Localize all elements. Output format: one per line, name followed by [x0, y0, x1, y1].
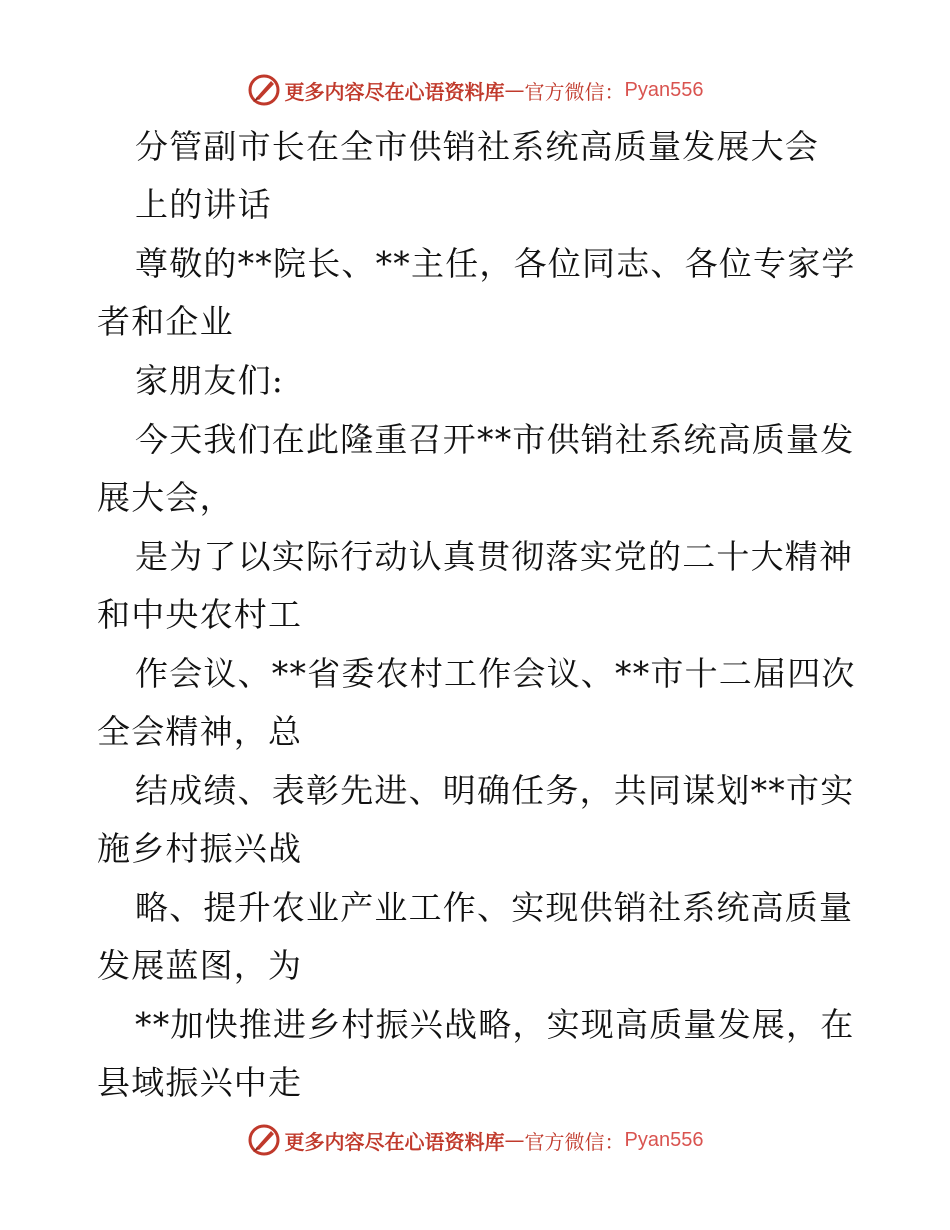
text-line: 尊敬的**院长、**主任，各位同志、各位专家学 — [135, 244, 856, 283]
banner-wechat-id: Pyan556 — [624, 78, 704, 101]
text-line: 县域振兴中走 — [97, 1063, 303, 1102]
banner-site-name: 更多内容尽在心语资料库 — [284, 79, 505, 104]
text-line: 作会议、**省委农村工作会议、**市十二届四次 — [135, 654, 856, 693]
text-line: 展大会， — [97, 478, 234, 517]
banner-separator: — — [504, 78, 525, 102]
text-line: 家朋友们: — [135, 361, 285, 400]
text-line: 是为了以实际行动认真贯彻落实党的二十大精神 — [135, 537, 854, 576]
banner-official-label: 官方微信： — [524, 79, 625, 104]
text-line: 和中央农村工 — [97, 595, 303, 634]
red-quill-pen-logo-icon — [247, 1123, 281, 1157]
document-title-line-2: 上的讲话 — [135, 185, 272, 224]
text-line: 施乡村振兴战 — [97, 829, 303, 868]
text-line: 全会精神，总 — [97, 712, 303, 751]
banner-site-name: 更多内容尽在心语资料库 — [284, 1129, 505, 1154]
text-line: 发展蓝图，为 — [97, 946, 303, 985]
text-line: 略、提升农业产业工作、实现供销社系统高质量 — [135, 888, 854, 927]
text-line: 结成绩、表彰先进、明确任务，共同谋划**市实 — [135, 771, 855, 810]
banner-official-label: 官方微信： — [524, 1129, 625, 1154]
text-line: 者和企业 — [97, 302, 234, 341]
document-title-line-1: 分管副市长在全市供销社系统高质量发展大会 — [135, 127, 819, 166]
text-line: 今天我们在此隆重召开**市供销社系统高质量发 — [135, 420, 855, 459]
text-line: **加快推进乡村振兴战略，实现高质量发展，在 — [135, 1005, 855, 1044]
banner-wechat-id: Pyan556 — [624, 1128, 704, 1151]
banner-separator: — — [504, 1128, 525, 1152]
footer-banner — [0, 1120, 950, 1160]
header-banner — [0, 70, 950, 110]
red-quill-pen-logo-icon — [247, 73, 281, 107]
